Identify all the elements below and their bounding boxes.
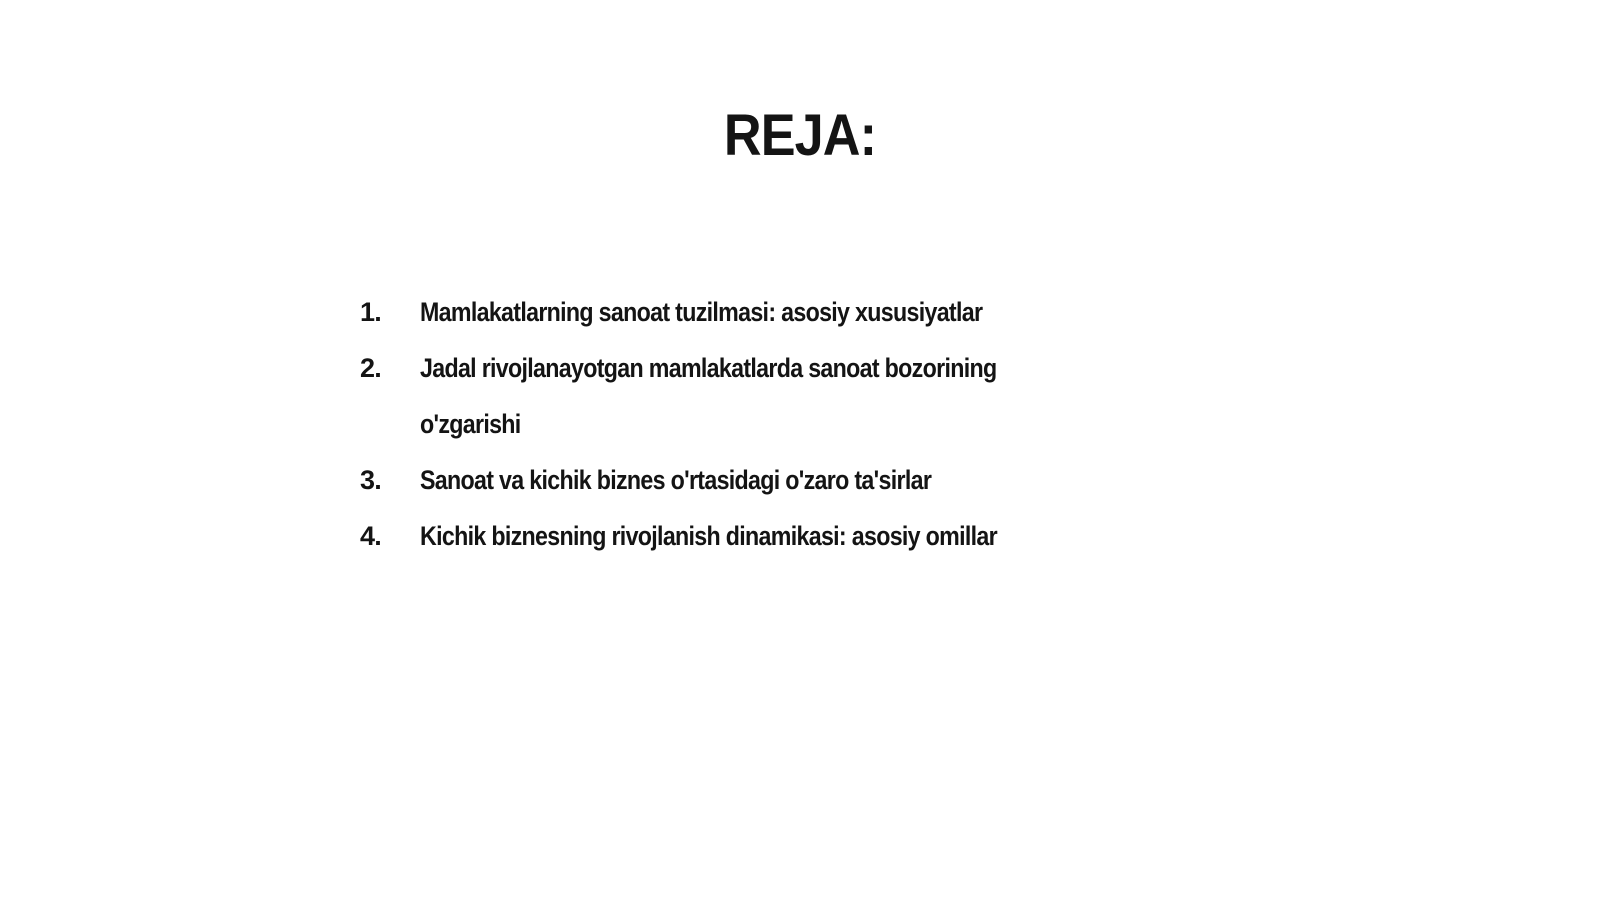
plan-item-number: 3.	[360, 465, 381, 495]
plan-item-number: 2.	[360, 353, 381, 383]
plan-item-4	[360, 508, 1120, 564]
plan-item-number: 4.	[360, 521, 381, 551]
slide-title: REJA:	[723, 103, 877, 168]
plan-item-text: Mamlakatlarning sanoat tuzilmasi: asosiy xususiyatlar	[420, 297, 983, 327]
plan-item-text-line: o'zgarishi	[420, 409, 521, 439]
plan-item-text: Sanoat va kichik biznes o'rtasidagi o'zaro ta'sirlar	[420, 465, 932, 495]
plan-item-2	[360, 340, 1120, 452]
plan-list	[360, 284, 1120, 564]
plan-item-text-line: Jadal rivojlanayotgan mamlakatlarda sanoat bozorining	[420, 353, 997, 383]
plan-item-text	[420, 340, 1022, 452]
plan-item-1	[360, 284, 1120, 340]
plan-item-3	[360, 452, 1120, 508]
plan-item-number: 1.	[360, 297, 381, 327]
plan-item-text: Kichik biznesning rivojlanish dinamikasi: asosiy omillar	[420, 521, 997, 551]
